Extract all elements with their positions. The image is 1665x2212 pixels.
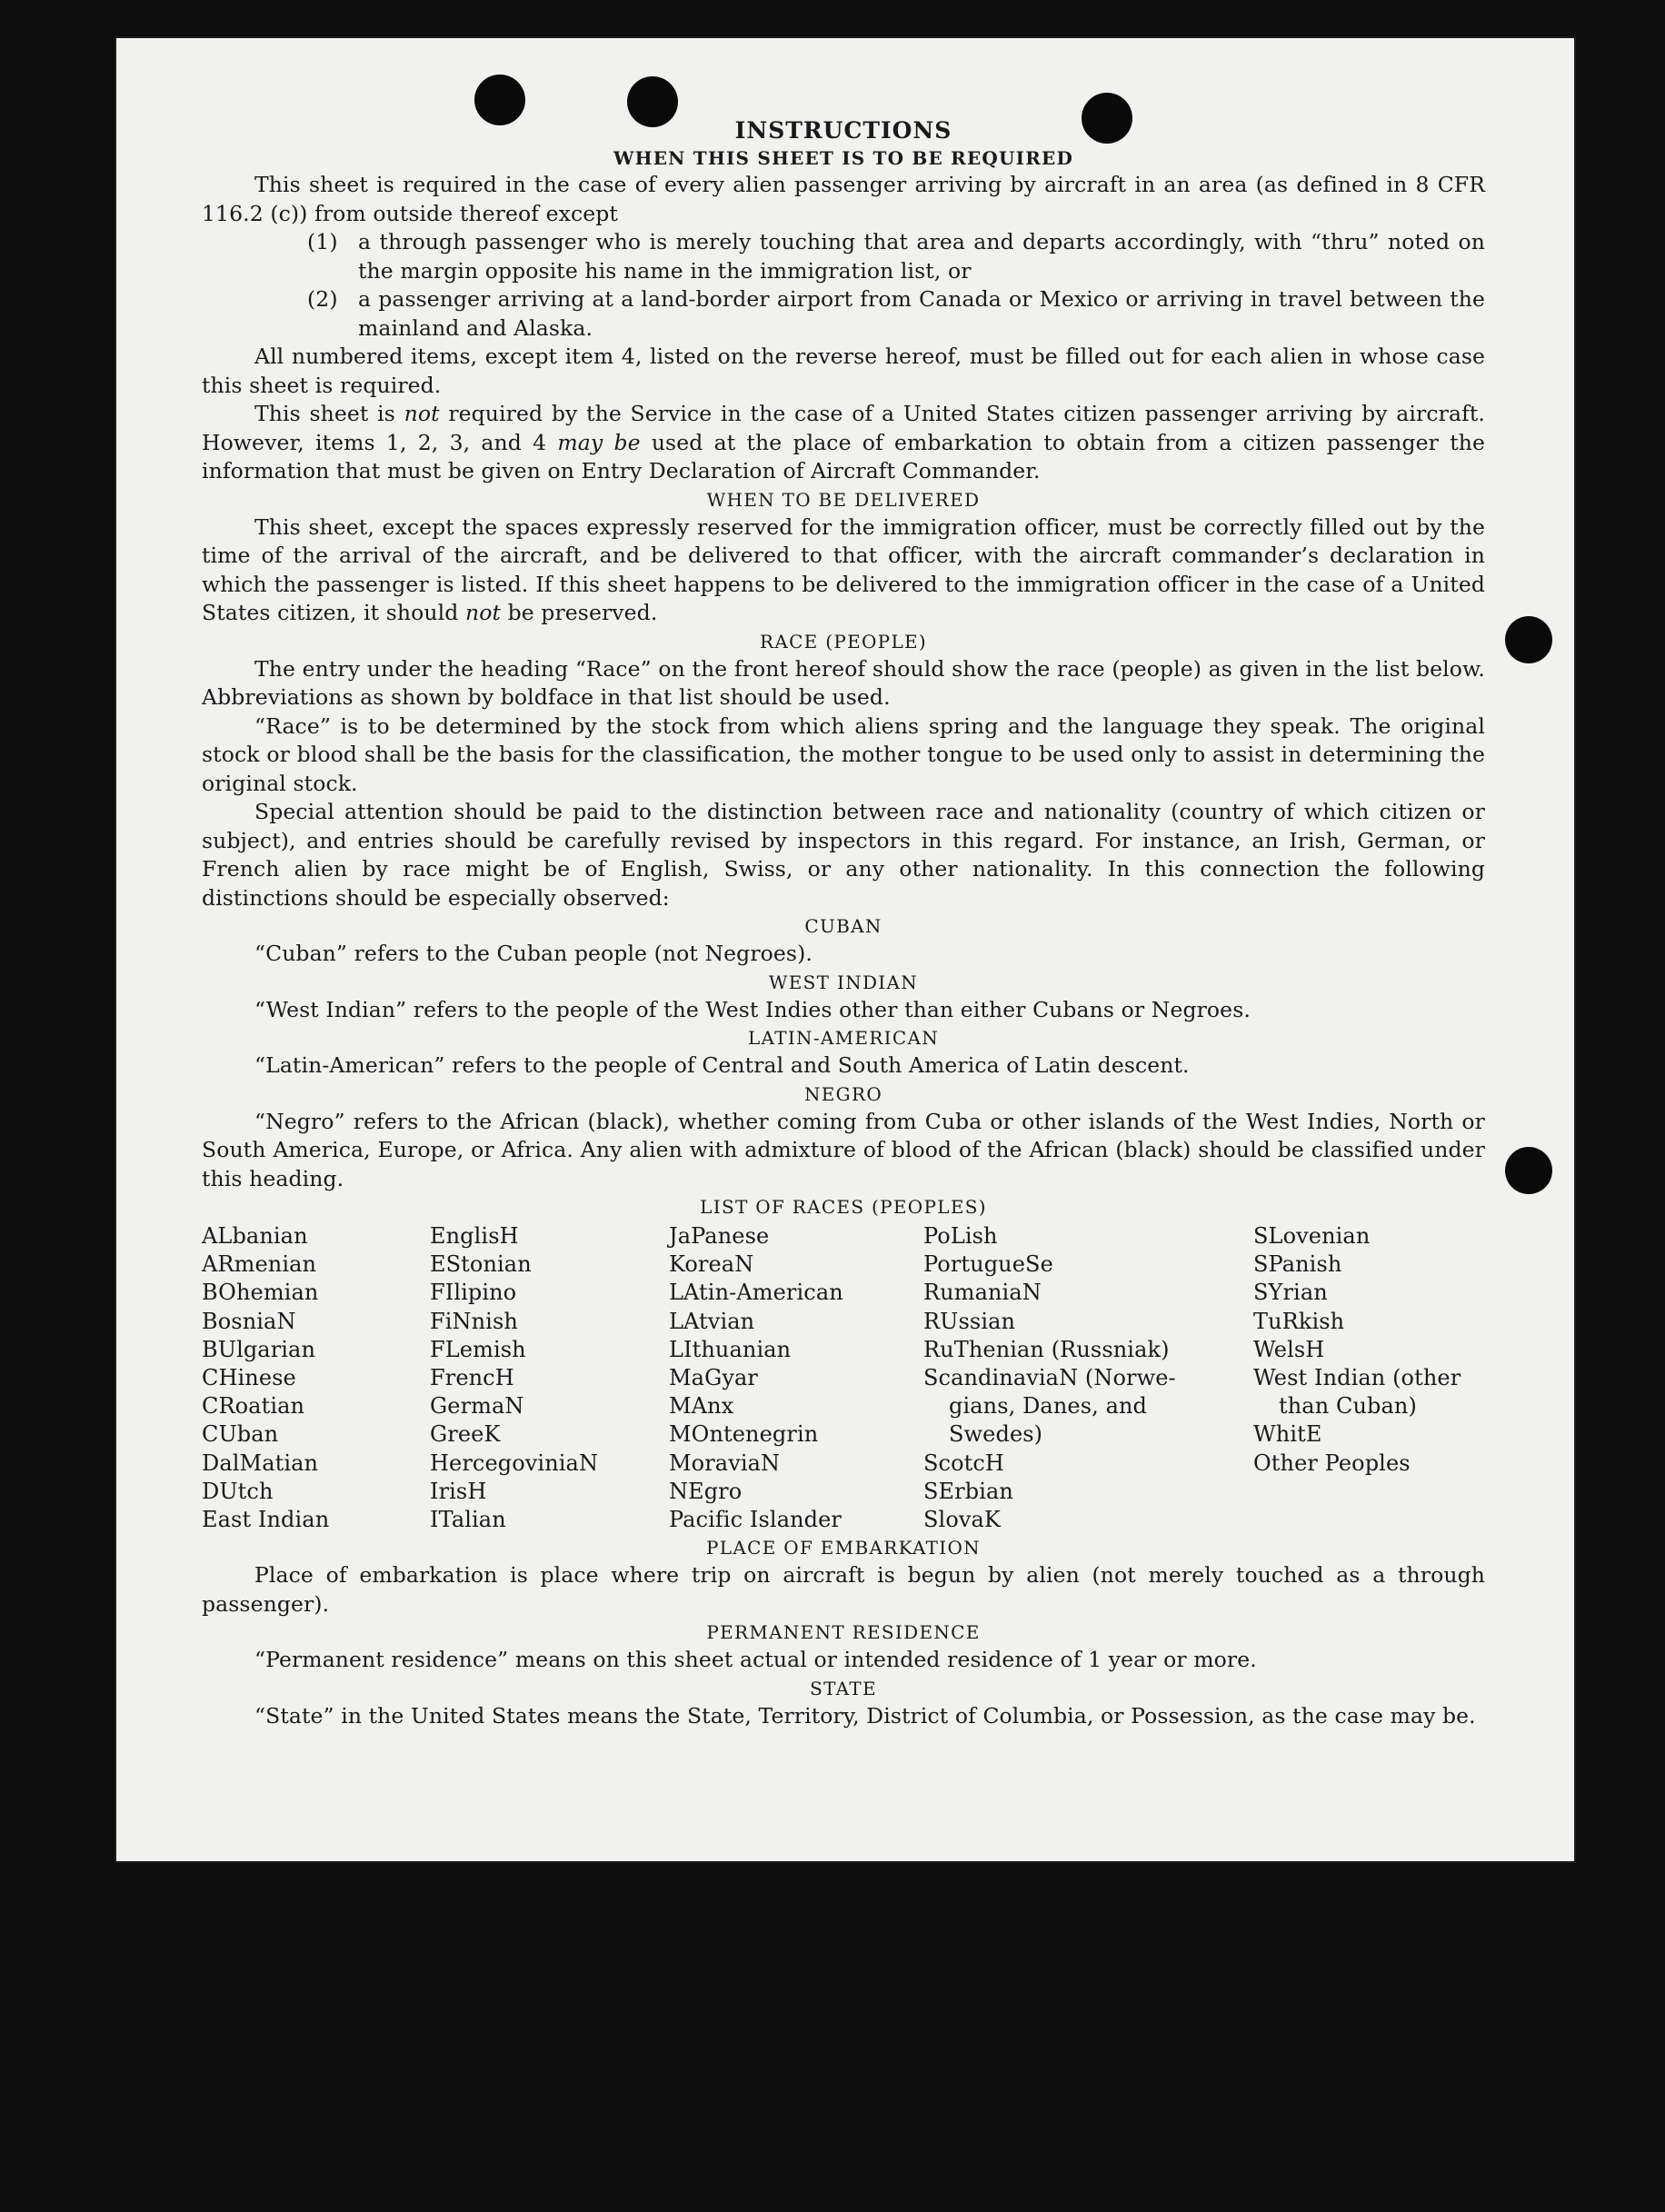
document-sheet [115, 36, 1576, 1863]
paragraph: This sheet is required in the case of every alien passenger arriving by aircraft in an area (as defined in 8 CFR 116.2 (c)) from outside thereof except [202, 172, 1485, 226]
paragraph: “Latin-American” refers to the people of Central and South America of Latin descent. [254, 1052, 1190, 1078]
races-column [202, 1222, 430, 1534]
list-item: West Indian (other [1253, 1365, 1461, 1391]
list-item: PoLish [923, 1223, 998, 1249]
section-heading: STATE [810, 1677, 877, 1699]
list-item: CHinese [202, 1365, 296, 1391]
races-column [923, 1222, 1253, 1534]
section-heading: WHEN TO BE DELIVERED [706, 488, 981, 511]
list-item: Other Peoples [1253, 1450, 1411, 1476]
list-item: NEgro [669, 1478, 743, 1504]
list-item: CUban [202, 1421, 279, 1448]
list-item: WhitE [1253, 1421, 1322, 1448]
list-item: SYrian [1253, 1280, 1328, 1306]
list-item: LIthuanian [669, 1336, 792, 1362]
section-heading: PLACE OF EMBARKATION [706, 1537, 981, 1559]
list-item: ARmenian [202, 1251, 317, 1278]
paragraph: “State” in the United States means the State, Territory, District of Columbia, or Possession, as the case may be. [254, 1702, 1476, 1729]
list-item [307, 228, 1485, 285]
item-text: a passenger arriving at a land-border airport from Canada or Mexico or arriving in travel between the mainland and Alaska. [358, 286, 1485, 341]
list-item: TuRkish [1253, 1308, 1345, 1334]
list-item: ITalian [430, 1507, 506, 1533]
list-item: CRoatian [202, 1393, 305, 1420]
paragraph: “Negro” refers to the African (black), whether coming from Cuba or other islands of the West Indies, North or South America, Europe, or Africa. Any alien with admixture of blood of the African (black) should be classified under this heading. [202, 1108, 1485, 1191]
list-item: SErbian [923, 1478, 1013, 1504]
list-item: MoraviaN [669, 1450, 781, 1476]
list-item: DalMatian [202, 1450, 319, 1476]
punch-hole [1505, 1147, 1552, 1194]
list-item: ScotcH [923, 1450, 1004, 1476]
list-item: DUtch [202, 1478, 274, 1504]
paragraph: Place of embarkation is place where trip on aircraft is begun by alien (not merely touched as a through passenger). [202, 1562, 1485, 1617]
list-item: BUlgarian [202, 1336, 316, 1362]
list-item: BosniaN [202, 1308, 296, 1334]
paragraph: “West Indian” refers to the people of the West Indies other than either Cubans or Negroes. [254, 996, 1251, 1022]
list-item: RumaniaN [923, 1280, 1042, 1306]
paragraph: “Cuban” refers to the Cuban people (not Negroes). [254, 941, 813, 966]
list-item: Pacific Islander [669, 1507, 842, 1533]
list-item: JaPanese [669, 1223, 770, 1249]
list-item: GreeK [430, 1421, 501, 1448]
punch-hole [1505, 616, 1552, 663]
section-heading: LATIN-AMERICAN [747, 1027, 940, 1049]
list-item: KoreaN [669, 1251, 754, 1278]
section-heading: NEGRO [803, 1082, 883, 1105]
list-item: East Indian [202, 1507, 330, 1533]
list-item: EStonian [430, 1251, 532, 1278]
list-item: FiNnish [430, 1308, 518, 1334]
list-item: HercegoviniaN [430, 1450, 599, 1476]
item-number: (1) [307, 229, 338, 254]
list-item: Swedes) [949, 1421, 1043, 1448]
list-item: MAnx [669, 1393, 734, 1420]
list-item [307, 285, 1485, 343]
list-item: FIlipino [430, 1280, 517, 1306]
paragraph: This sheet, except the spaces expressly reserved for the immigration officer, must be correctly filled out by the time of the arrival of the aircraft, and be delivered to that officer, with the aircraft commander’s declaration in which the passenger is listed. If this sheet happens to be delivered to the immigration officer in the case of a United States citizen, it should not be preserved. [202, 513, 1485, 625]
section-heading: WEST INDIAN [768, 971, 919, 993]
list-item: EnglisH [430, 1223, 519, 1249]
list-item: LAtin-American [669, 1280, 843, 1306]
list-item: LAtvian [669, 1308, 755, 1334]
list-item: PortugueSe [923, 1251, 1053, 1278]
list-item: BOhemian [202, 1280, 319, 1306]
page-title: INSTRUCTIONS [734, 117, 952, 144]
list-item: MOntenegrin [669, 1421, 819, 1448]
section-heading: WHEN THIS SHEET IS TO BE REQUIRED [613, 147, 1074, 169]
section-heading: PERMANENT RESIDENCE [706, 1621, 981, 1644]
paragraph: “Race” is to be determined by the stock from which aliens spring and the language they speak. The original stock or blood shall be the basis for the classification, the mother tongue to be used only to assist in determining the original stock. [202, 712, 1485, 796]
list-item: GermaN [430, 1393, 524, 1420]
races-column [669, 1222, 923, 1534]
list-item: RUssian [923, 1308, 1016, 1334]
list-item: SlovaK [923, 1507, 1001, 1533]
list-item: ALbanian [202, 1223, 308, 1249]
list-item: FrencH [430, 1365, 514, 1391]
list-item: gians, Danes, and [949, 1393, 1147, 1420]
item-number: (2) [307, 286, 338, 312]
races-column [430, 1222, 669, 1534]
instructions-body [202, 116, 1485, 1730]
list-item: SPanish [1253, 1251, 1342, 1278]
races-list [202, 1222, 1485, 1534]
list-item: IrisH [430, 1478, 487, 1504]
list-item: SLovenian [1253, 1223, 1371, 1249]
paragraph: Special attention should be paid to the distinction between race and nationality (country of which citizen or subject), and entries should be carefully revised by inspectors in this regard. For instance, an Irish, German, or French alien by race might be of English, Swiss, or any other nationality. In this connection the following distinctions should be especially observed: [202, 799, 1485, 911]
races-column [1253, 1222, 1485, 1534]
list-item: ScandinaviaN (Norwe- [923, 1365, 1176, 1391]
list-item: WelsH [1253, 1336, 1325, 1362]
list-item: RuThenian (Russniak) [923, 1336, 1170, 1362]
list-item: MaGyar [669, 1365, 758, 1391]
paragraph: This sheet is not required by the Service in the case of a United States citizen passenger arriving by aircraft. However, items 1, 2, 3, and 4 may be used at the place of embarkation to obtain from a citizen passenger the information that must be given on Entry Declaration of Aircraft Commander. [202, 401, 1486, 483]
section-heading: CUBAN [804, 915, 882, 937]
list-item: than Cuban) [1279, 1393, 1417, 1420]
item-text: a through passenger who is merely touching that area and departs accordingly, with “thru” noted on the margin opposite his name in the immigration list, or [358, 229, 1485, 284]
list-item: FLemish [430, 1336, 526, 1362]
section-heading: RACE (PEOPLE) [759, 630, 928, 653]
paragraph: “Permanent residence” means on this sheet actual or intended residence of 1 year or more. [254, 1647, 1257, 1673]
section-heading: LIST OF RACES (PEOPLES) [700, 1196, 987, 1218]
paragraph: All numbered items, except item 4, listed on the reverse hereof, must be filled out for each alien in whose case this sheet is required. [202, 344, 1485, 398]
paragraph: The entry under the heading “Race” on the front hereof should show the race (people) as given in the list below. Abbreviations as shown by boldface in that list should be used. [202, 655, 1485, 710]
